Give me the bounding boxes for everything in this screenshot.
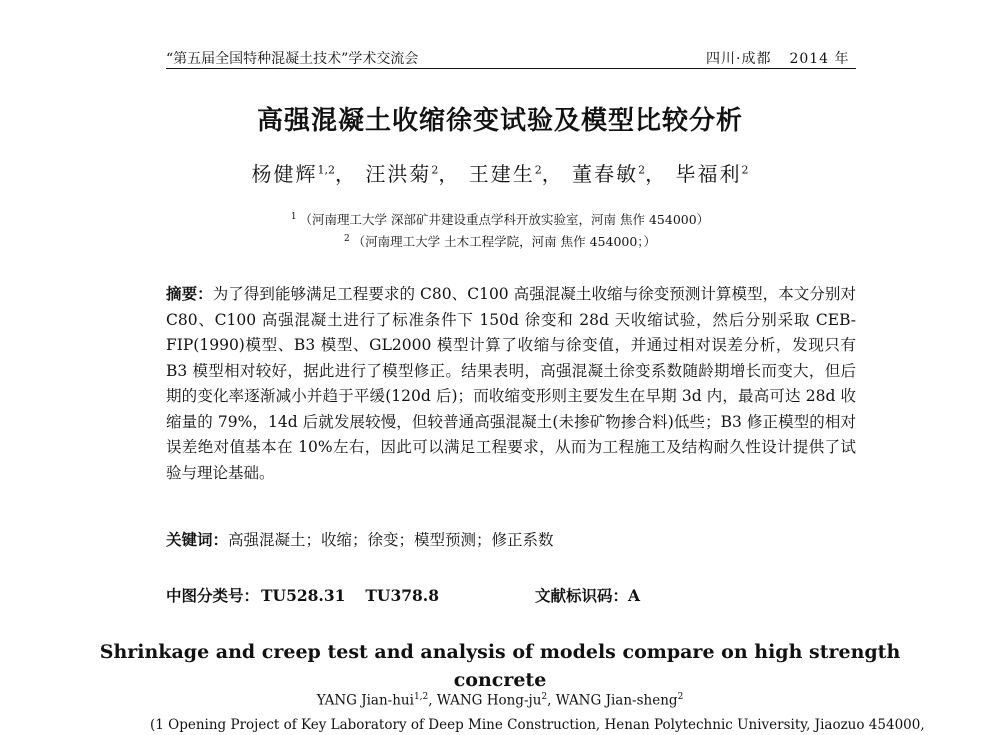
header-year: 2014 年 — [789, 51, 850, 67]
author-affil-mark: 2 — [431, 163, 439, 177]
author-separator: ， — [645, 162, 668, 186]
english-author-name: YANG Jian-hui — [316, 692, 414, 709]
abstract-text: 为了得到能够满足工程要求的 C80、C100 高强混凝土收缩与徐变预测计算模型，本文分别对 C80、C100 高强混凝土进行了标准条件下 150d 徐变和 28d 天收缩试验，然后分别采取 CEB-FIP(1990)模型、B3 模型、GL2000 模型计算了收缩与徐变值，并通过相对误差分析，发现只有 B3 模型相对较好，据此进行了模型修正。结果表明，高强混凝土徐变系数随龄期增长而变大，但后期的变化率逐渐减小并趋于平缓(120d 后)；而收缩变形则主要发生在早期 3d 内，最高可达 28d 收缩量的 79%，14d 后就发展较慢，但较普通高强混凝土(未掺矿物掺合料)低些；B3 修正模型的相对误差绝对值基本在 10%左右，因此可以满足工程要求，从而为工程施工及结构耐久性设计提供了试验与理论基础。 — [166, 285, 856, 482]
classification-code-1: TU528.31 — [261, 586, 346, 605]
document-code-value: A — [628, 586, 641, 605]
author-separator: ， — [541, 162, 564, 186]
location-year-header — [706, 48, 850, 68]
english-title-line-1: Shrinkage and creep test and analysis of models compare on high strength — [99, 641, 901, 663]
author-affil-mark: 2 — [534, 163, 542, 177]
english-author-separator: , — [547, 692, 556, 709]
english-author-name: WANG Hong-ju — [436, 692, 542, 709]
english-affiliation: (1 Opening Project of Key Laboratory of Deep Mine Construction, Henan Polytechnic University, Jiaozuo 454000, — [150, 717, 925, 733]
keywords-label: 关键词： — [166, 530, 229, 549]
affiliation-mark: 2 — [343, 233, 350, 244]
classification-label: 中图分类号： — [166, 586, 260, 605]
author-affil-mark: 2 — [638, 163, 646, 177]
author-name: 董春敏 — [572, 162, 639, 186]
english-author-mark: 1,2 — [413, 692, 429, 702]
author-name: 王建生 — [468, 162, 535, 186]
conference-header: “第五届全国特种混凝土技术”学术交流会 — [166, 51, 419, 67]
paper-title: 高强混凝土收缩徐变试验及模型比较分析 — [256, 106, 743, 136]
author-affil-mark: 1,2 — [317, 163, 336, 177]
affiliation-1 — [0, 210, 1000, 228]
author-separator: ， — [335, 162, 358, 186]
english-title — [0, 638, 1000, 694]
affiliation-text: （河南理工大学 深部矿井建设重点学科开放实验室，河南 焦作 454000） — [299, 212, 710, 227]
affiliation-mark: 1 — [290, 211, 297, 222]
keywords — [166, 528, 554, 550]
keywords-text: 高强混凝土；收缩；徐变；模型预测；修正系数 — [228, 531, 554, 549]
english-author-name: WANG Jian-sheng — [555, 692, 678, 709]
english-author-mark: 2 — [541, 692, 548, 702]
author-name: 杨健辉 — [251, 162, 318, 186]
header-divider — [166, 68, 856, 69]
affiliation-text: （河南理工大学 土木工程学院，河南 焦作 454000；） — [352, 234, 657, 249]
document-code — [535, 584, 640, 606]
english-author-list — [0, 692, 1000, 709]
header-location: 四川·成都 — [706, 51, 772, 67]
affiliation-2 — [0, 232, 1000, 250]
abstract-label: 摘要： — [166, 284, 213, 303]
document-code-label: 文献标识码： — [535, 586, 629, 605]
english-title-line-2: concrete — [453, 669, 547, 691]
author-list — [0, 158, 1000, 187]
english-author-mark: 2 — [677, 692, 684, 702]
abstract — [166, 281, 856, 486]
author-name: 汪洪菊 — [365, 162, 432, 186]
author-affil-mark: 2 — [741, 163, 749, 177]
author-separator: ， — [438, 162, 461, 186]
english-author-separator: , — [428, 692, 437, 709]
classification-code-2: TU378.8 — [365, 586, 439, 605]
classification-number — [166, 584, 439, 606]
author-name: 毕福利 — [675, 162, 742, 186]
